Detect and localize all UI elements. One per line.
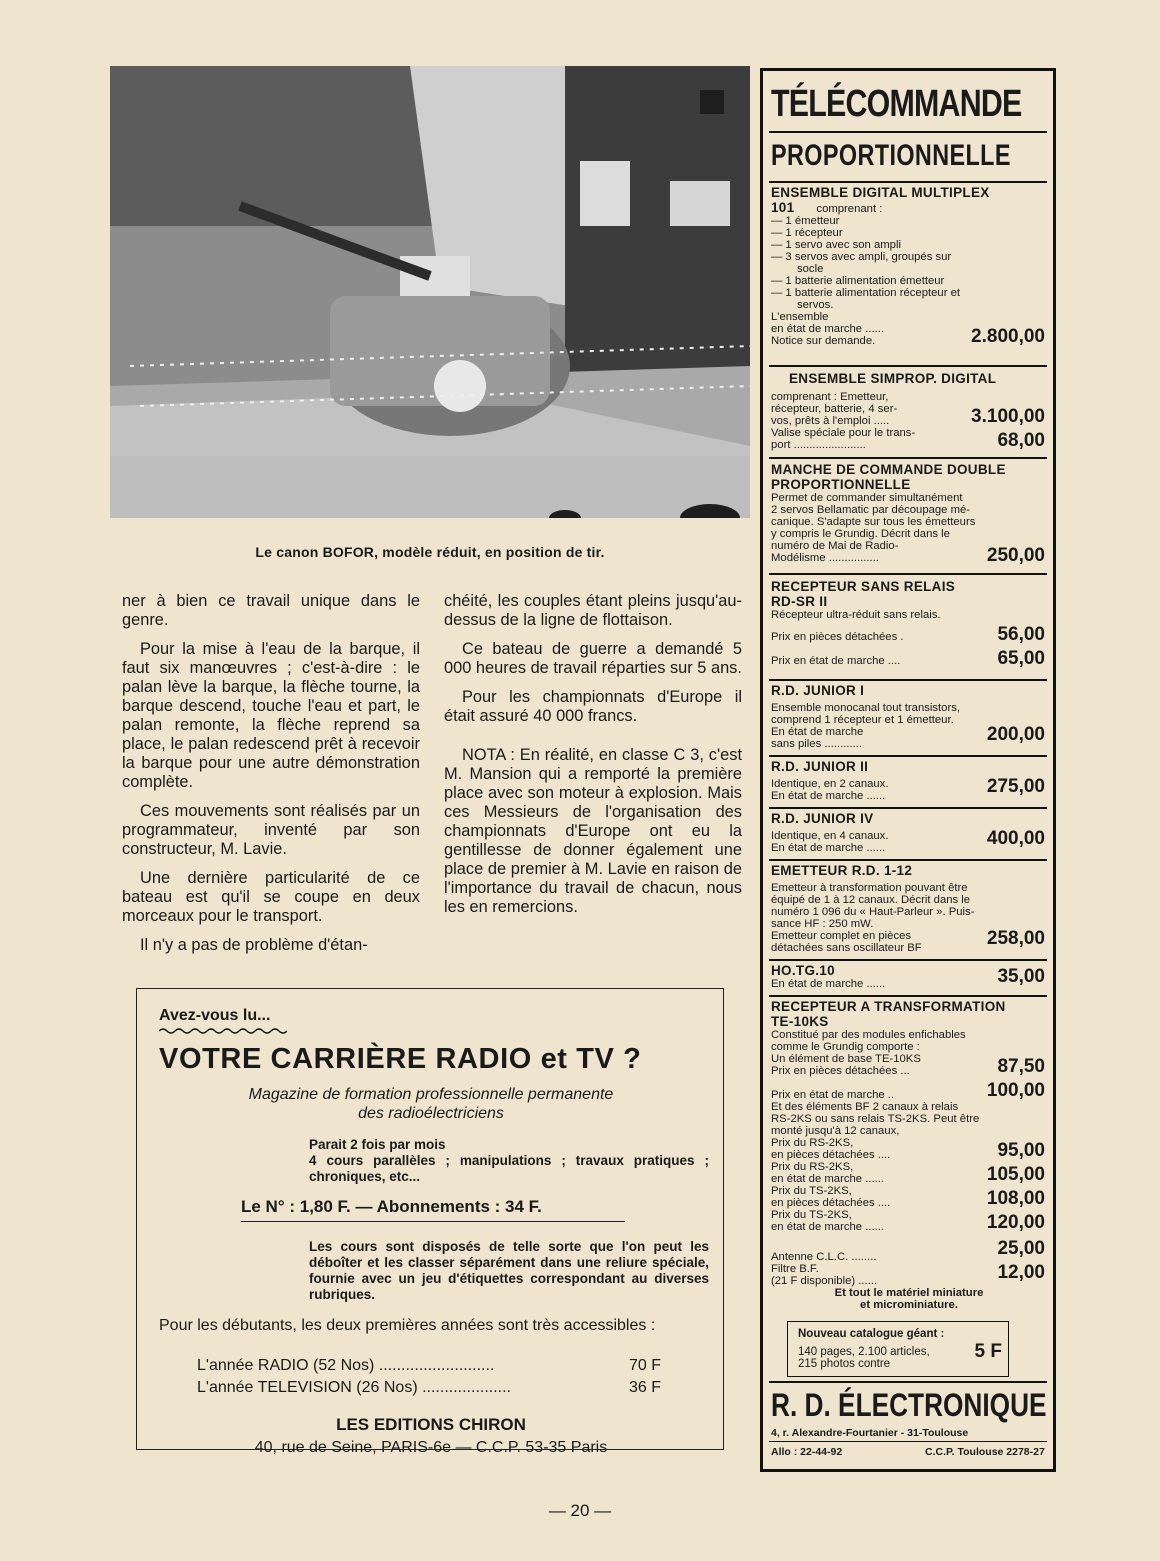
price: 87,50 <box>997 1056 1045 1077</box>
option-line: en pièces détachées .... <box>771 1197 891 1209</box>
product-line: Emetteur complet en pièces <box>771 930 912 942</box>
product-line: 2 servos Bellamatic par découpage mé- <box>771 504 971 516</box>
product-line: Prix en pièces détachées ... <box>771 1065 910 1077</box>
option-line: Prix du TS-2KS, <box>771 1209 852 1221</box>
price: 3.100,00 <box>971 406 1045 427</box>
product-line: Prix en état de marche .... <box>771 655 901 667</box>
catalogue-heading: Nouveau catalogue géant : <box>798 1328 945 1340</box>
product-line: En état de marche <box>771 726 864 738</box>
product-line: sance HF : 250 mW. <box>771 918 874 930</box>
price: 56,00 <box>997 624 1045 645</box>
option-line: Prix du RS-2KS, <box>771 1137 854 1149</box>
product-te-10ks <box>771 999 1047 1233</box>
price: 400,00 <box>986 828 1045 849</box>
product-line: numéro de Mai de Radio- <box>771 540 899 552</box>
price: 105,00 <box>986 1164 1045 1185</box>
product-recepteur-sans-relais <box>771 579 1047 667</box>
product-line: Identique, en 2 canaux. <box>771 778 889 790</box>
catalogue-price: 5 F <box>974 1341 1002 1362</box>
year-radio-price: 70 F <box>629 1357 662 1374</box>
product-manche-commande <box>771 462 1047 564</box>
photo-illustration <box>110 66 750 518</box>
year-radio: L'année RADIO (52 Nos) .......................... <box>197 1357 495 1374</box>
divider <box>769 995 1047 997</box>
product-line: Un élément de base TE-10KS <box>771 1053 921 1065</box>
publisher: LES EDITIONS CHIRON <box>336 1415 526 1434</box>
price: 200,00 <box>986 724 1045 745</box>
subtitle-line: Magazine de formation professionnelle permanente <box>248 1086 614 1103</box>
product-heading: R.D. JUNIOR I <box>771 683 865 698</box>
ad-title: VOTRE CARRIÈRE RADIO et TV ? <box>159 1043 642 1075</box>
frequency-line: 4 cours parallèles ; manipulations ; travaux pratiques ; chroniques, etc... <box>309 1153 709 1184</box>
article-column-2 <box>444 592 742 927</box>
product-line: canique. S'adapte sur tous les émetteurs <box>771 516 976 528</box>
product-line: En état de marche ...... <box>771 790 886 802</box>
price: 120,00 <box>986 1212 1045 1233</box>
product-line: y compris le Grundig. Décrit dans le <box>771 528 950 540</box>
item-line: — 1 émetteur <box>771 215 840 227</box>
page-number: — 20 — <box>548 1501 612 1520</box>
divider <box>769 131 1047 133</box>
product-heading: TE-10KS <box>771 1014 829 1029</box>
price: 12,00 <box>997 1262 1045 1283</box>
item-line: — 1 récepteur <box>771 227 843 239</box>
product-line: En état de marche ...... <box>771 842 886 854</box>
rd-company-name: R. D. ÉLECTRONIQUE <box>771 1387 1047 1423</box>
product-line: monté jusqu'à 12 canaux, <box>771 1125 900 1137</box>
option-line: Prix du TS-2KS, <box>771 1185 852 1197</box>
divider <box>769 1381 1047 1383</box>
price: 258,00 <box>986 928 1045 949</box>
frequency-line: Parait 2 fois par mois <box>309 1137 446 1152</box>
divider <box>769 573 1047 575</box>
option-line: Prix du RS-2KS, <box>771 1161 854 1173</box>
product-line: Permet de commander simultanément <box>771 492 963 504</box>
product-line: comprenant : <box>816 203 883 215</box>
ad-subtitle <box>137 1085 725 1123</box>
product-line: Antenne C.L.C. ........ <box>771 1251 877 1263</box>
product-line: Prix en état de marche .. <box>771 1089 895 1101</box>
product-line: Emetteur à transformation pouvant être <box>771 882 968 894</box>
product-line: Et des éléments BF 2 canaux à relais <box>771 1101 959 1113</box>
product-heading: RD-SR II <box>771 594 828 609</box>
product-heading: EMETTEUR R.D. 1-12 <box>771 863 913 878</box>
product-line: comprend 1 récepteur et 1 émetteur. <box>771 714 954 726</box>
product-line: en état de marche ...... <box>771 323 885 335</box>
rd-telephone: Allo : 22-44-92 <box>771 1446 843 1458</box>
product-line: Modélisme ................ <box>771 552 879 564</box>
paragraph: chéité, les couples étant pleins jusqu'au-dessus de la ligne de flottaison. <box>444 592 742 629</box>
product-line: comprenant : Emetteur, <box>771 391 889 403</box>
product-heading: RECEPTEUR A TRANSFORMATION <box>771 999 1006 1014</box>
catalogue-line: 215 photos contre <box>798 1358 891 1370</box>
option-line: en état de marche ...... <box>771 1173 885 1185</box>
product-junior-2 <box>771 759 1047 802</box>
catalogue-box <box>787 1321 1009 1377</box>
price: 2.800,00 <box>971 326 1045 347</box>
product-heading: 101 <box>771 200 795 215</box>
product-heading: HO.TG.10 <box>771 963 835 978</box>
product-line: L'ensemble <box>771 311 829 323</box>
product-emetteur-1-12 <box>771 863 1047 954</box>
divider <box>241 1221 625 1222</box>
product-line: En état de marche ...... <box>771 978 886 990</box>
item-line: servos. <box>797 299 834 311</box>
product-line: Constitué par des modules enfichables <box>771 1029 966 1041</box>
product-simprop <box>771 371 1047 451</box>
divider <box>769 859 1047 861</box>
rd-subtitle: PROPORTIONNELLE <box>771 139 1011 172</box>
price: 100,00 <box>986 1080 1045 1101</box>
product-line: Valise spéciale pour le trans- <box>771 427 916 439</box>
divider <box>769 679 1047 681</box>
product-line: sans piles ............ <box>771 738 863 750</box>
product-junior-1 <box>771 683 1047 750</box>
product-heading: ENSEMBLE DIGITAL MULTIPLEX <box>771 185 990 200</box>
price: 68,00 <box>997 430 1045 451</box>
ad-price-line: Le N° : 1,80 F. — Abonnements : 34 F. <box>241 1197 542 1216</box>
product-line: Notice sur demande. <box>771 335 876 347</box>
paragraph: Il n'y a pas de problème d'étan- <box>140 936 368 954</box>
divider <box>769 365 1047 367</box>
product-line: RS-2KS ou sans relais TS-2KS. Peut être <box>771 1113 980 1125</box>
product-hotg10 <box>771 963 1047 990</box>
rd-title: TÉLÉCOMMANDE <box>771 83 1022 125</box>
paragraph: Une dernière particularité de ce bateau est qu'il se coupe en deux morceaux pour le transport. <box>122 869 420 925</box>
rd-ccp: C.C.P. Toulouse 2278-27 <box>925 1446 1045 1458</box>
product-line: Récepteur ultra-réduit sans relais. <box>771 609 941 621</box>
divider <box>769 1441 1047 1442</box>
price: 25,00 <box>997 1238 1045 1259</box>
product-multiplex <box>771 185 1047 347</box>
year-tv: L'année TELEVISION (26 Nos) .................... <box>197 1379 511 1396</box>
price: 95,00 <box>997 1140 1045 1161</box>
item-line: — 1 batterie alimentation émetteur <box>771 275 945 287</box>
product-heading: PROPORTIONNELLE <box>771 477 911 492</box>
divider <box>769 959 1047 961</box>
paragraph: ner à bien ce travail unique dans le genre. <box>122 592 420 629</box>
price: 65,00 <box>997 648 1045 669</box>
product-line: Prix en pièces détachées . <box>771 631 904 643</box>
article-column-1 <box>122 592 420 965</box>
divider <box>769 181 1047 183</box>
product-line: récepteur, batterie, 4 ser- <box>771 403 898 415</box>
rd-address: 4, r. Alexandre-Fourtanier - 31-Toulouse <box>771 1427 969 1439</box>
product-line: Et tout le matériel miniature <box>834 1287 984 1299</box>
subtitle-line: des radioélectriciens <box>358 1105 504 1122</box>
ad-beginners: Pour les débutants, les deux premières années sont très accessibles : <box>159 1317 656 1334</box>
price: 275,00 <box>986 776 1045 797</box>
ad-frequency <box>309 1137 709 1185</box>
rd-electronique-ad <box>760 68 1056 1472</box>
magazine-ad <box>136 988 724 1456</box>
divider <box>769 457 1047 459</box>
paragraph: Pour les championnats d'Europe il était assuré 40 000 francs. <box>444 688 742 725</box>
product-line: Identique, en 4 canaux. <box>771 830 889 842</box>
ad-heading: Avez-vous lu... <box>159 1007 271 1024</box>
accessories <box>771 1238 1047 1311</box>
divider <box>769 807 1047 809</box>
paragraph: NOTA : En réalité, en classe C 3, c'est M. Mansion qui a remporté la première place avec son moteur à explosion. Mais ces Messieurs de l'organisation des championnats d'Europe ont eu la gentillesse de donner également une place de premier à M. Lavie en raison de l'importance du travail de chacun, nous les en remercions. <box>444 746 742 916</box>
product-heading: ENSEMBLE SIMPROP. DIGITAL <box>789 371 997 386</box>
product-line: comme le Grundig comporte : <box>771 1041 920 1053</box>
product-line: numéro 1 096 du « Haut-Parleur ». Puis- <box>771 906 975 918</box>
product-heading: MANCHE DE COMMANDE DOUBLE <box>771 462 1006 477</box>
product-line: port ....................... <box>771 439 866 451</box>
item-line: — 3 servos avec ampli, groupés sur <box>771 251 952 263</box>
wavy-underline-icon <box>159 1027 287 1035</box>
item-line: socle <box>797 263 824 275</box>
price: 250,00 <box>986 545 1045 566</box>
product-heading: RECEPTEUR SANS RELAIS <box>771 579 956 594</box>
item-line: — 1 servo avec son ampli <box>771 239 901 251</box>
product-line: équipé de 1 à 12 canaux. Décrit dans le <box>771 894 971 906</box>
option-line: en état de marche ...... <box>771 1221 885 1233</box>
ship-model-photo <box>110 66 750 518</box>
price: 108,00 <box>986 1188 1045 1209</box>
paragraph: Pour la mise à l'eau de la barque, il faut six manœuvres ; c'est-à-dire : le palan lève la barque, la flèche tourne, la barque descend, touche l'eau et part, le palan remonte, la flèche reprend sa place, le palan redescend prêt à recevoir la barque pour une autre démonstration complète. <box>122 640 420 791</box>
publisher-address: 40, rue de Seine, PARIS-6e — C.C.P. 53-35 Paris <box>254 1439 608 1456</box>
product-line: détachées sans oscillateur BF <box>771 942 922 954</box>
price: 35,00 <box>997 966 1045 987</box>
product-line: vos, prêts à l'emploi ..... <box>771 415 890 427</box>
product-heading: R.D. JUNIOR IV <box>771 811 874 826</box>
product-line: et microminiature. <box>860 1299 958 1311</box>
product-heading: R.D. JUNIOR II <box>771 759 869 774</box>
divider <box>769 755 1047 757</box>
catalogue-line: 140 pages, 2.100 articles, <box>798 1346 930 1358</box>
product-line: Ensemble monocanal tout transistors, <box>771 702 961 714</box>
paragraph: Ces mouvements sont réalisés par un programmateur, inventé par son constructeur, M. Lavie. <box>122 802 420 858</box>
option-line: en pièces détachées .... <box>771 1149 891 1161</box>
photo-caption: Le canon BOFOR, modèle réduit, en position de tir. <box>255 544 605 560</box>
product-line: Filtre B.F. <box>771 1263 819 1275</box>
year-tv-price: 36 F <box>629 1379 662 1396</box>
item-line: — 1 batterie alimentation récepteur et <box>771 287 961 299</box>
product-line: (21 F disponible) ...... <box>771 1275 878 1287</box>
product-junior-4 <box>771 811 1047 854</box>
paragraph: Ce bateau de guerre a demandé 5 000 heures de travail réparties sur 5 ans. <box>444 640 742 677</box>
ad-courses: Les cours sont disposés de telle sorte que l'on peut les déboîter et les classer séparément dans une reliure spéciale, fournie avec un jeu d'étiquettes correspondant au diverses rubriques. <box>309 1239 709 1302</box>
